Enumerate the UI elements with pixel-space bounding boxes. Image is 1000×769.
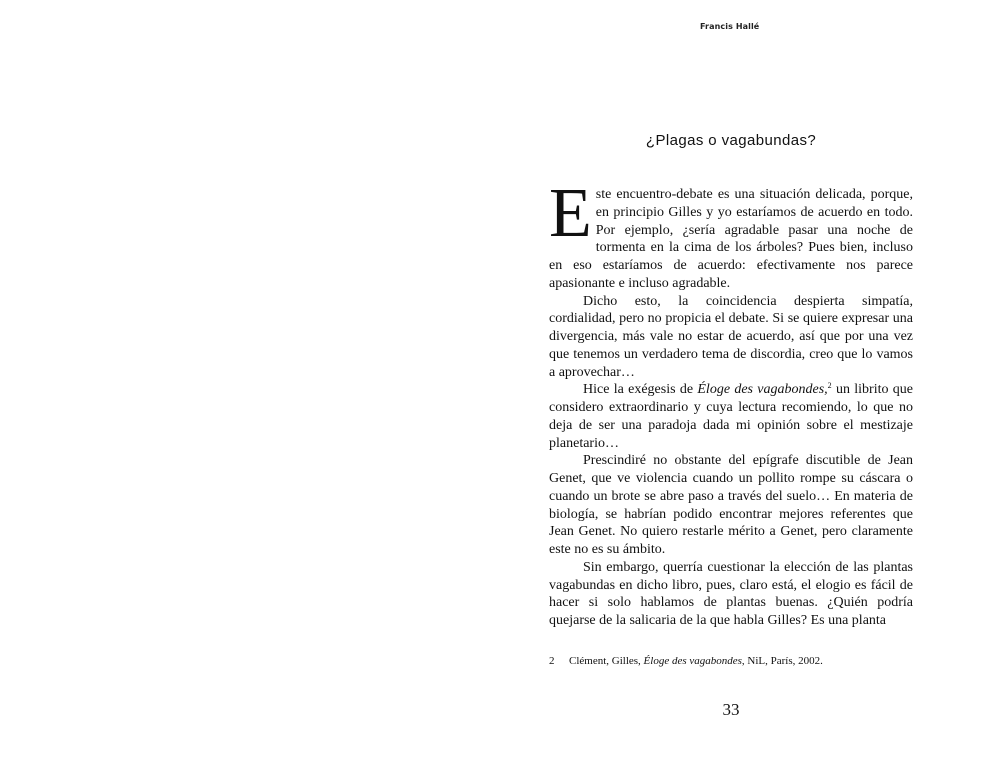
- footnote-number: 2: [549, 655, 555, 667]
- paragraph-3: [549, 381, 913, 452]
- book-title: Éloge des vagabondes,: [697, 382, 828, 398]
- page-number: 33: [722, 700, 740, 719]
- footnote: [549, 654, 913, 668]
- footnote-text-a: Clément, Gilles,: [569, 655, 644, 667]
- paragraph-3-text-a: Hice la exégesis de: [583, 382, 698, 398]
- drop-cap: E: [549, 175, 592, 252]
- body-text: [549, 175, 913, 630]
- paragraph-1: [549, 175, 913, 293]
- chapter-title: ¿Plagas o vagabundas?: [645, 132, 817, 149]
- footnote-reference: 2: [827, 381, 832, 391]
- footnote-book-title: Éloge des vagabondes: [643, 655, 742, 667]
- running-head: Francis Hallé: [700, 22, 760, 31]
- paragraph-2: Dicho esto, la coincidencia despierta simpatía, cordialidad, pero no propicia el debate. Si se quiere expresar una divergencia, más vale no estar de acuerdo, así que por una vez que tenemos un verdadero tema de discordia, creo que lo vamos a aprovechar…: [549, 293, 913, 380]
- footnote-text-b: , NiL, París, 2002.: [741, 655, 823, 667]
- paragraph-5: Sin embargo, querría cuestionar la elección de las plantas vagabundas en dicho libro, pues, claro está, el elogio es fácil de hacer si solo hablamos de plantas buenas. ¿Quién podría quejarse de la salicaria de la que habla Gilles? Es una planta: [549, 559, 913, 628]
- paragraph-4: Prescindiré no obstante del epígrafe discutible de Jean Genet, que ve violencia cuando un pollito rompe su cáscara o cuando un brote se abre paso a través del suelo… En materia de biología, se habrían podido encontrar mejores referentes que Jean Genet. No quiero restarle mérito a Genet, pero claramente este no es su ámbito.: [549, 453, 913, 557]
- paragraph-1-text: ste encuentro-debate es una situación delicada, porque, en principio Gilles y yo estaríamos de acuerdo en todo. Por ejemplo, ¿sería agradable pasar una noche de tormenta en la cima de los árboles? Pues bien, incluso en eso estaríamos de acuerdo: efectivamente nos parece apasionante e incluso agradable.: [549, 187, 913, 291]
- paragraph-3-text-b: un librito que considero extraordinario y cuya lectura recomiendo, lo que no deja de ser una paradoja dada mi opinión sobre el mestizaje planetario…: [549, 382, 913, 451]
